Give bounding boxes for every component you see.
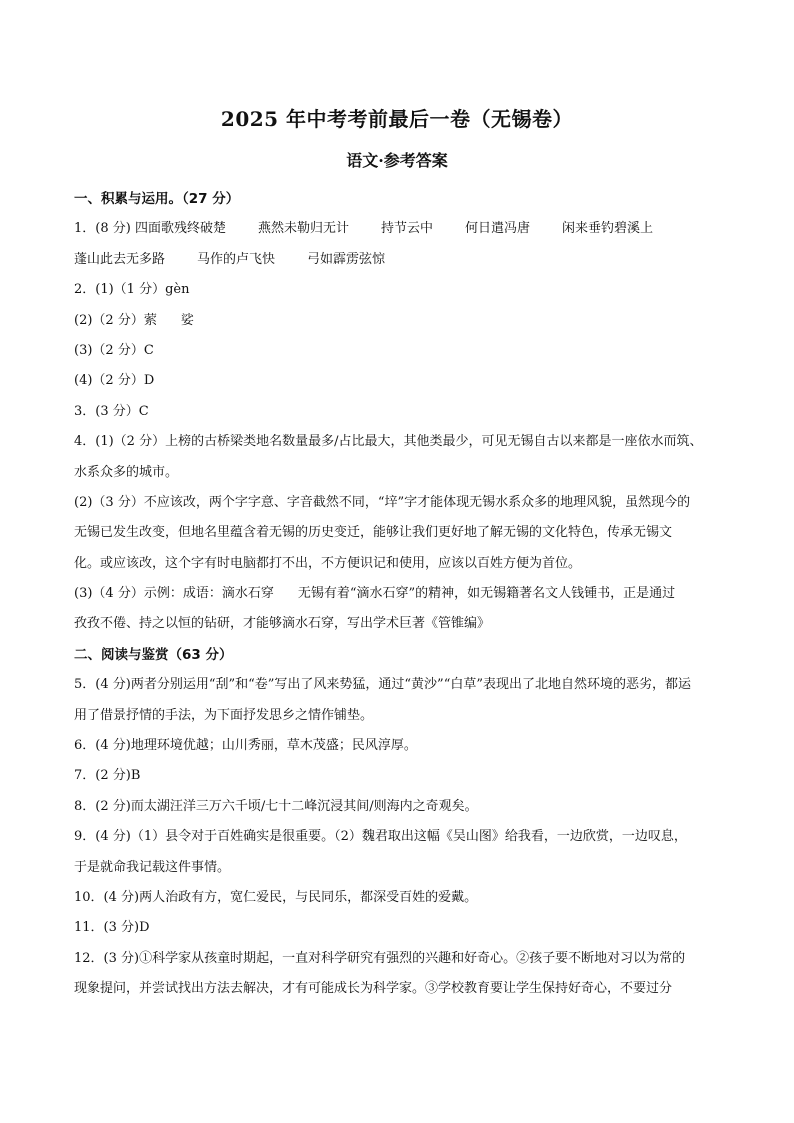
answer-q5-line2: 用了借景抒情的手法，为下面抒发思乡之情作铺垫。 <box>74 707 374 723</box>
page-title: 2025 年中考考前最后一卷（无锡卷） <box>220 107 574 131</box>
page-subtitle: 语文·参考答案 <box>346 151 448 170</box>
answer-q4-3-line1 <box>74 579 724 609</box>
answer-q11: 11．(3 分)D <box>74 920 150 936</box>
answer-q8: 8．(2 分)而太湖汪洋三万六千顷/七十二峰沉浸其间/则海内之奇观矣。 <box>74 798 478 814</box>
answer-q3: 3．(3 分）C <box>74 403 149 419</box>
q4-3-idiom: (3)（4 分）示例：成语：滴水石穿 <box>74 586 274 602</box>
answer-q4-1-line1: 4．(1)（2 分）上榜的古桥梁类地名数量最多/占比最大，其他类最少，可见无锡自古以来都是一座依水而筑、 <box>74 434 703 450</box>
answer-q1-line2 <box>74 245 724 275</box>
q1-answer-5: 闲来垂钓碧溪上 <box>562 221 654 237</box>
answer-q2-3: (3)（2 分）C <box>74 342 154 358</box>
q1-answer-2: 燕然未勒归无计 <box>257 221 349 237</box>
answer-q4-2-line3: 化。或应该改，这个字有时电脑都打不出，不方便识记和使用，应该以百姓方便为首位。 <box>74 555 582 571</box>
section-heading-2: 二、阅读与鉴赏（63 分） <box>74 646 233 663</box>
q1-answer-4: 何日遣冯唐 <box>464 221 530 237</box>
answer-q4-2-line2: 无锡已发生改变，但地名里蕴含着无锡的历史变迁，能够让我们更好地了解无锡的文化特色，传承无锡文 <box>74 525 673 541</box>
q1-answer-3: 持节云中 <box>380 221 433 237</box>
q1-answer-8: 弓如霹雳弦惊 <box>307 251 386 267</box>
answer-q4-3-line2: 孜孜不倦、持之以恒的钻研，才能够滴水石穿，写出学术巨著《管锥编》 <box>74 616 491 632</box>
answer-q5-line1: 5．(4 分)两者分别运用“刮”和“卷”写出了风来势猛，通过“黄沙”“白草”表现出了北地自然环境的恶劣，都运 <box>74 677 691 693</box>
answer-q2-1: 2．(1)（1 分）gèn <box>74 282 190 298</box>
q1-answer-7: 马作的卢飞快 <box>197 251 276 267</box>
q1-answer-1: 1．(8 分) 四面歌残终破楚 <box>74 221 226 237</box>
answer-q6: 6．(4 分)地理环境优越；山川秀丽，草木茂盛；民风淳厚。 <box>74 738 417 754</box>
answer-q10: 10．(4 分)两人治政有方，宽仁爱民，与民同乐，都深受百姓的爱戴。 <box>74 889 478 905</box>
section-heading-1: 一、积累与运用。（27 分） <box>74 191 240 207</box>
answer-q9-line1: 9．(4 分)（1）县令对于百姓确实是很重要。（2）魏君取出这幅《吴山图》给我看，一边欣赏，一边叹息， <box>74 829 687 845</box>
answer-q2-2 <box>74 306 724 336</box>
answer-q12-line1: 12．(3 分)①科学家从孩童时期起，一直对科学研究有强烈的兴趣和好奇心。②孩子要不断地对习以为常的 <box>74 950 686 966</box>
answer-q1-line1 <box>74 214 724 244</box>
q1-answer-6: 蓬山此去无多路 <box>74 251 166 267</box>
answer-content <box>74 184 724 1005</box>
answer-q4-2-line1: (2)（3 分）不应该改，两个字字意、字音截然不同，“垶”字才能体现无锡水系众多的地理风貌，虽然现今的 <box>74 494 691 510</box>
q2-2-answer-b: 娑 <box>180 312 194 328</box>
q4-3-explanation: 无锡有着“滴水石穿”的精神，如无锡籍著名文人钱锺书，正是通过 <box>297 586 676 602</box>
answer-q2-4: (4)（2 分）D <box>74 373 155 389</box>
answer-q4-1-line2: 水系众多的城市。 <box>74 464 179 480</box>
answer-q9-line2: 于是就命我记载这件事情。 <box>74 859 231 875</box>
q2-2-answer-a: (2)（2 分）萦 <box>74 312 157 328</box>
answer-q12-line2: 现象提问，并尝试找出方法去解决，才有可能成长为科学家。③学校教育要让学生保持好奇心，不要过分 <box>74 981 673 997</box>
answer-q7: 7．(2 分)B <box>74 768 141 784</box>
